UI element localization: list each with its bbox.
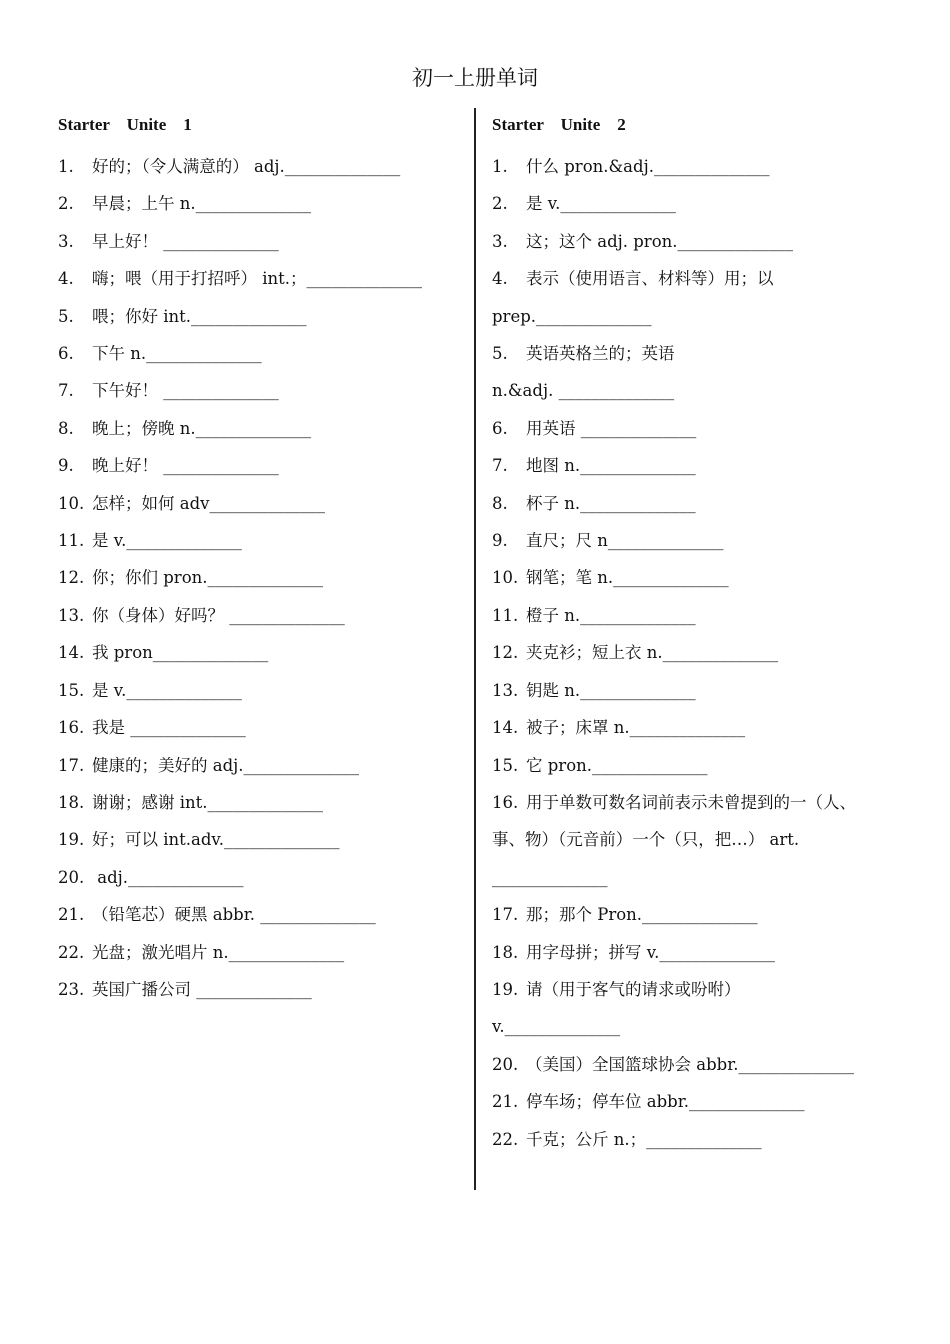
item-text: 怎样；如何 adv______________ [92, 493, 325, 513]
vocab-item [58, 223, 466, 260]
item-number: 6. [492, 418, 508, 438]
item-text: 表示（使用语言、材料等）用；以 [526, 269, 774, 289]
item-text: prep.______________ [492, 306, 652, 326]
item-number: 20. [58, 867, 85, 887]
item-text: 直尺；尺 n______________ [526, 531, 724, 551]
item-number: 3. [492, 231, 508, 251]
item-number: 5. [58, 306, 74, 326]
item-number: 9. [492, 531, 508, 551]
item-number: 17. [58, 755, 85, 775]
vocab-item [58, 784, 466, 821]
item-number: 20. [492, 1054, 519, 1074]
vocab-item [58, 821, 466, 858]
item-number: 9. [58, 456, 74, 476]
vocab-item [58, 335, 466, 372]
item-text: 橙子 n.______________ [526, 605, 696, 625]
item-text: adj.______________ [92, 867, 244, 887]
right-word-list [492, 148, 912, 1158]
item-text: 你；你们 pron.______________ [92, 568, 323, 588]
item-text: 光盘；激光唱片 n.______________ [92, 942, 345, 962]
item-text: 早上好！ ______________ [92, 231, 279, 251]
item-number: 12. [58, 568, 85, 588]
vocab-item [492, 1121, 912, 1158]
column-divider [474, 108, 476, 1190]
page-title: 初一上册单词 [412, 66, 538, 90]
item-number: 16. [492, 792, 519, 812]
item-text: 千克；公斤 n.；______________ [526, 1129, 762, 1149]
vocab-item [492, 447, 912, 484]
vocab-item [492, 859, 912, 896]
item-text: 是 v.______________ [92, 680, 242, 700]
item-text: 早晨；上午 n.______________ [92, 194, 312, 214]
vocab-item [492, 410, 912, 447]
item-number: 11. [58, 531, 85, 551]
vocab-item [492, 372, 912, 409]
vocab-item [492, 522, 912, 559]
item-number: 1. [492, 157, 508, 176]
vocab-item [492, 747, 912, 784]
vocab-item [58, 971, 466, 1008]
item-number: 23. [58, 979, 85, 999]
right-column [492, 112, 912, 1158]
item-text: 谢谢；感谢 int.______________ [92, 792, 324, 812]
item-text: 我 pron______________ [92, 643, 269, 663]
item-text: 嗨；喂（用于打招呼） int.；______________ [92, 269, 423, 289]
item-number: 3. [58, 231, 74, 251]
vocab-item [492, 559, 912, 596]
left-column [58, 112, 466, 1008]
item-text: 这；这个 adj. pron.______________ [526, 231, 794, 251]
item-text: 健康的；美好的 adj.______________ [92, 755, 360, 775]
vocab-item [492, 672, 912, 709]
item-number: 21. [58, 905, 85, 925]
item-text: 用于单数可数名词前表示未曾提到的一（人、 [526, 792, 856, 812]
item-number: 8. [58, 418, 74, 438]
vocab-item [492, 485, 912, 522]
vocab-item [492, 934, 912, 971]
item-text: 那；那个 Pron.______________ [526, 905, 758, 925]
vocab-item [58, 410, 466, 447]
item-text: ______________ [492, 867, 608, 887]
item-text: 夹克衫；短上衣 n.______________ [526, 643, 779, 663]
vocab-item [492, 971, 912, 1008]
item-text: 被子；床罩 n.______________ [526, 718, 746, 738]
item-text: 喂；你好 int.______________ [92, 306, 307, 326]
item-number: 17. [492, 905, 519, 925]
item-text: n.&adj. ______________ [492, 381, 675, 401]
vocab-item [58, 485, 466, 522]
vocab-item [58, 559, 466, 596]
item-text: 好的；（令人满意的） adj.______________ [92, 157, 401, 176]
vocab-item [492, 784, 912, 821]
vocab-item [58, 260, 466, 297]
item-number: 6. [58, 344, 74, 364]
item-number: 21. [492, 1092, 519, 1112]
item-text: v.______________ [492, 1017, 621, 1037]
item-text: 是 v.______________ [92, 531, 242, 551]
item-text: 英语英格兰的；英语 [526, 344, 675, 364]
item-number: 4. [492, 269, 508, 289]
item-number: 7. [492, 456, 508, 476]
item-text: 杯子 n.______________ [526, 493, 696, 513]
item-text: 下午 n.______________ [92, 344, 262, 364]
vocab-item [58, 747, 466, 784]
vocab-item [58, 709, 466, 746]
vocab-item [492, 1083, 912, 1120]
item-number: 5. [492, 344, 508, 364]
vocab-item [58, 896, 466, 933]
vocab-item [492, 260, 912, 297]
item-number: 13. [492, 680, 519, 700]
item-number: 7. [58, 381, 74, 401]
item-text: 钢笔；笔 n.______________ [526, 568, 729, 588]
item-number: 15. [492, 755, 519, 775]
vocab-item [58, 447, 466, 484]
right-column-heading: Starter Unite 2 [492, 115, 626, 134]
item-number: 14. [492, 718, 519, 738]
item-text: 它 pron.______________ [526, 755, 708, 775]
item-number: 19. [492, 979, 519, 999]
item-number: 18. [58, 792, 85, 812]
vocab-item [492, 185, 912, 222]
vocab-item [492, 597, 912, 634]
vocab-item [492, 335, 912, 372]
item-number: 15. [58, 680, 85, 700]
item-text: 晚上；傍晚 n.______________ [92, 418, 312, 438]
item-number: 13. [58, 605, 85, 625]
item-number: 8. [492, 493, 508, 513]
vocab-item [58, 148, 466, 185]
item-text: （铅笔芯）硬黑 abbr. ______________ [92, 905, 376, 925]
vocab-item [492, 709, 912, 746]
item-number: 22. [492, 1129, 519, 1149]
vocab-item [58, 522, 466, 559]
item-text: 什么 pron.&adj.______________ [526, 157, 770, 176]
vocab-item [492, 1046, 912, 1083]
item-number: 12. [492, 643, 519, 663]
item-number: 4. [58, 269, 74, 289]
vocab-item [58, 185, 466, 222]
item-text: 是 v.______________ [526, 194, 676, 214]
item-text: 英国广播公司 ______________ [92, 979, 312, 999]
item-number: 2. [492, 194, 508, 214]
item-text: 用字母拼；拼写 v.______________ [526, 942, 775, 962]
vocab-item [58, 934, 466, 971]
vocab-item [492, 298, 912, 335]
vocab-item [58, 372, 466, 409]
item-number: 10. [58, 493, 85, 513]
left-word-list [58, 148, 466, 1008]
item-number: 18. [492, 942, 519, 962]
item-number: 19. [58, 830, 85, 850]
item-text: （美国）全国篮球协会 abbr.______________ [526, 1054, 855, 1074]
vocab-item [58, 859, 466, 896]
item-text: 好；可以 int.adv.______________ [92, 830, 340, 850]
item-number: 10. [492, 568, 519, 588]
vocab-item [492, 821, 912, 858]
vocab-item [58, 634, 466, 671]
item-text: 下午好！ ______________ [92, 381, 279, 401]
vocab-item [492, 896, 912, 933]
item-number: 14. [58, 643, 85, 663]
item-text: 我是 ______________ [92, 718, 246, 738]
item-text: 停车场；停车位 abbr.______________ [526, 1092, 805, 1112]
vocab-item [58, 597, 466, 634]
item-number: 16. [58, 718, 85, 738]
item-text: 事、物）（元音前）一个（只，把…） art. [492, 830, 800, 850]
vocab-item [58, 298, 466, 335]
left-column-heading: Starter Unite 1 [58, 115, 192, 134]
item-text: 用英语 ______________ [526, 418, 697, 438]
item-text: 钥匙 n.______________ [526, 680, 696, 700]
item-text: 请（用于客气的请求或吩咐） [526, 979, 741, 999]
vocab-item [492, 634, 912, 671]
item-text: 你（身体）好吗？ ______________ [92, 605, 345, 625]
vocab-item [492, 1008, 912, 1045]
vocab-item [492, 148, 912, 185]
item-number: 11. [492, 605, 519, 625]
item-text: 地图 n.______________ [526, 456, 696, 476]
vocab-item [58, 672, 466, 709]
item-text: 晚上好！ ______________ [92, 456, 279, 476]
item-number: 22. [58, 942, 85, 962]
vocab-item [492, 223, 912, 260]
item-number: 1. [58, 157, 74, 176]
item-number: 2. [58, 194, 74, 214]
